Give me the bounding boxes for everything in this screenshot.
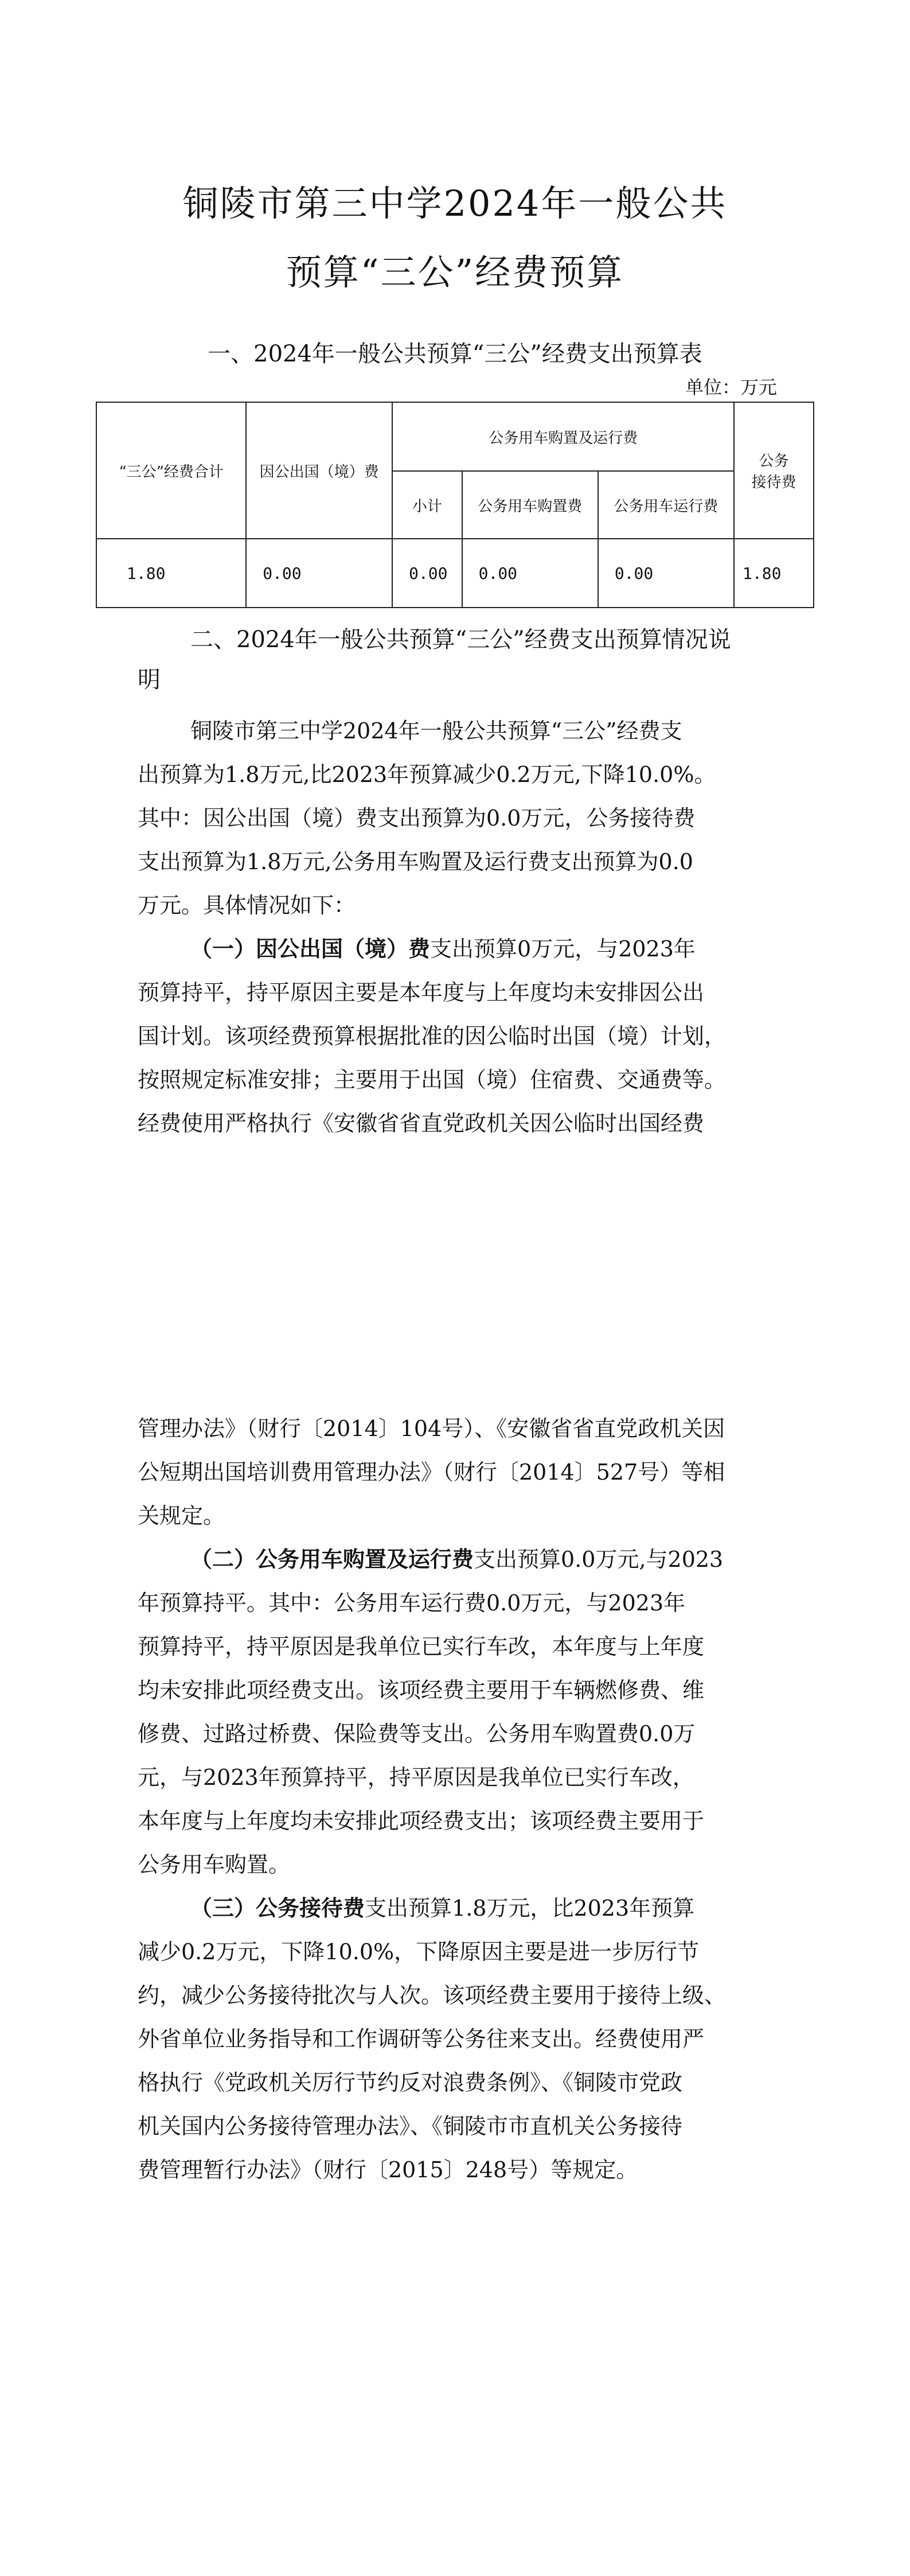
- item2-line: 本年度与上年度均未安排此项经费支出；该项经费主要用于: [138, 1808, 705, 1834]
- header-reception-line1: 公务: [759, 453, 789, 470]
- item2-paragraph: [138, 1538, 791, 1886]
- header-reception-line2: 接待费: [751, 474, 796, 491]
- section2-heading-line1: 二、2024年一般公共预算“三公”经费支出预算情况说: [190, 627, 731, 653]
- budget-table: [96, 402, 814, 608]
- item1-continued-line: 公短期出国培训费用管理办法》（财行〔2014〕527号）等相: [138, 1460, 725, 1485]
- item2-first-rest: 支出预算0.0万元,与2023: [474, 1547, 724, 1572]
- intro-line: 铜陵市第三中学2024年一般公共预算“三公”经费支: [190, 718, 682, 744]
- item3-first-line: [138, 1886, 791, 1930]
- header-total: “三公”经费合计: [96, 402, 246, 539]
- header-reception: [734, 402, 814, 539]
- item2-line: 预算持平，持平原因是我单位已实行车改，本年度与上年度: [138, 1634, 705, 1659]
- header-vehicle-group: 公务用车购置及运行费: [392, 402, 734, 471]
- item3-first-rest: 支出预算1.8万元，比2023年预算: [365, 1896, 695, 1921]
- cell-purchase: 0.00: [462, 539, 598, 608]
- item1-label: （一）因公出国（境）费: [190, 936, 431, 962]
- unit-label: 单位：万元: [685, 376, 777, 398]
- document-title-line2: 预算“三公”经费预算: [286, 251, 624, 293]
- intro-line: 其中：因公出国（境）费支出预算为0.0万元，公务接待费: [138, 806, 696, 831]
- intro-line: 出预算为1.8万元,比2023年预算减少0.2万元,下降10.0%。: [138, 762, 716, 787]
- cell-reception: 1.80: [734, 539, 814, 608]
- item3-line: 约，减少公务接待批次与人次。该项经费主要用于接待上级、: [138, 1983, 727, 2008]
- item1-continued-line: 关规定。: [138, 1503, 225, 1528]
- item2-first-line: [138, 1538, 791, 1581]
- item2-line: 均未安排此项经费支出。该项经费主要用于车辆燃修费、维: [138, 1678, 705, 1703]
- cell-operation: 0.00: [598, 539, 734, 608]
- header-abroad: 因公出国（境）费: [246, 402, 392, 539]
- item2-line: 公务用车购置。: [138, 1852, 291, 1877]
- item1-first-line: [138, 927, 791, 971]
- item1-line: 国计划。该项经费预算根据批准的因公临时出国（境）计划，: [138, 1024, 727, 1049]
- item2-label: （二）公务用车购置及运行费: [190, 1546, 474, 1572]
- table-row: [96, 539, 814, 608]
- item3-paragraph: [138, 1886, 791, 2192]
- item3-line: 机关国内公务接待管理办法》、《铜陵市市直机关公务接待: [138, 2114, 683, 2139]
- header-operation: 公务用车运行费: [598, 471, 734, 539]
- intro-line: 支出预算为1.8万元,公务用车购置及运行费支出预算为0.0: [138, 849, 693, 874]
- item1-continued-paragraph: [138, 1407, 791, 1538]
- item1-paragraph: [138, 927, 791, 1145]
- cell-total: 1.80: [96, 539, 246, 608]
- cell-subtotal: 0.00: [392, 539, 462, 608]
- section2-heading-line2: 明: [138, 667, 161, 693]
- item3-line: 外省单位业务指导和工作调研等公务往来支出。经费使用严: [138, 2026, 705, 2052]
- item1-continued-line: 管理办法》（财行〔2014〕104号）、《安徽省省直党政机关因: [138, 1416, 725, 1441]
- item1-line: 预算持平，持平原因主要是本年度与上年度均未安排因公出: [138, 980, 705, 1005]
- section2-heading: [138, 620, 791, 700]
- item3-label: （三）公务接待费: [190, 1895, 365, 1921]
- item3-line: 减少0.2万元，下降10.0%，下降原因主要是进一步厉行节: [138, 1939, 700, 1964]
- cell-abroad: 0.00: [246, 539, 392, 608]
- intro-line: 万元。具体情况如下：: [138, 893, 356, 918]
- item2-line: 修费、过路过桥费、保险费等支出。公务用车购置费0.0万: [138, 1721, 696, 1746]
- item2-line: 元，与2023年预算持平，持平原因是我单位已实行车改，: [138, 1765, 694, 1790]
- item1-line: 经费使用严格执行《安徽省省直党政机关因公临时出国经费: [138, 1111, 705, 1136]
- header-subtotal: 小计: [392, 471, 462, 539]
- item3-line: 费管理暂行办法》（财行〔2015〕248号）等规定。: [138, 2157, 638, 2182]
- item3-line: 格执行《党政机关厉行节约反对浪费条例》、《铜陵市党政: [138, 2070, 683, 2095]
- item1-first-rest: 支出预算0万元，与2023年: [430, 936, 696, 962]
- section1-heading: 一、2024年一般公共预算“三公”经费支出预算表: [208, 341, 702, 367]
- item1-line: 按照规定标准安排；主要用于出国（境）住宿费、交通费等。: [138, 1067, 727, 1092]
- intro-paragraph: [138, 709, 791, 927]
- item2-line: 年预算持平。其中：公务用车运行费0.0万元，与2023年: [138, 1590, 686, 1616]
- header-purchase: 公务用车购置费: [462, 471, 598, 539]
- document-title-line1: 铜陵市第三中学2024年一般公共: [182, 182, 728, 224]
